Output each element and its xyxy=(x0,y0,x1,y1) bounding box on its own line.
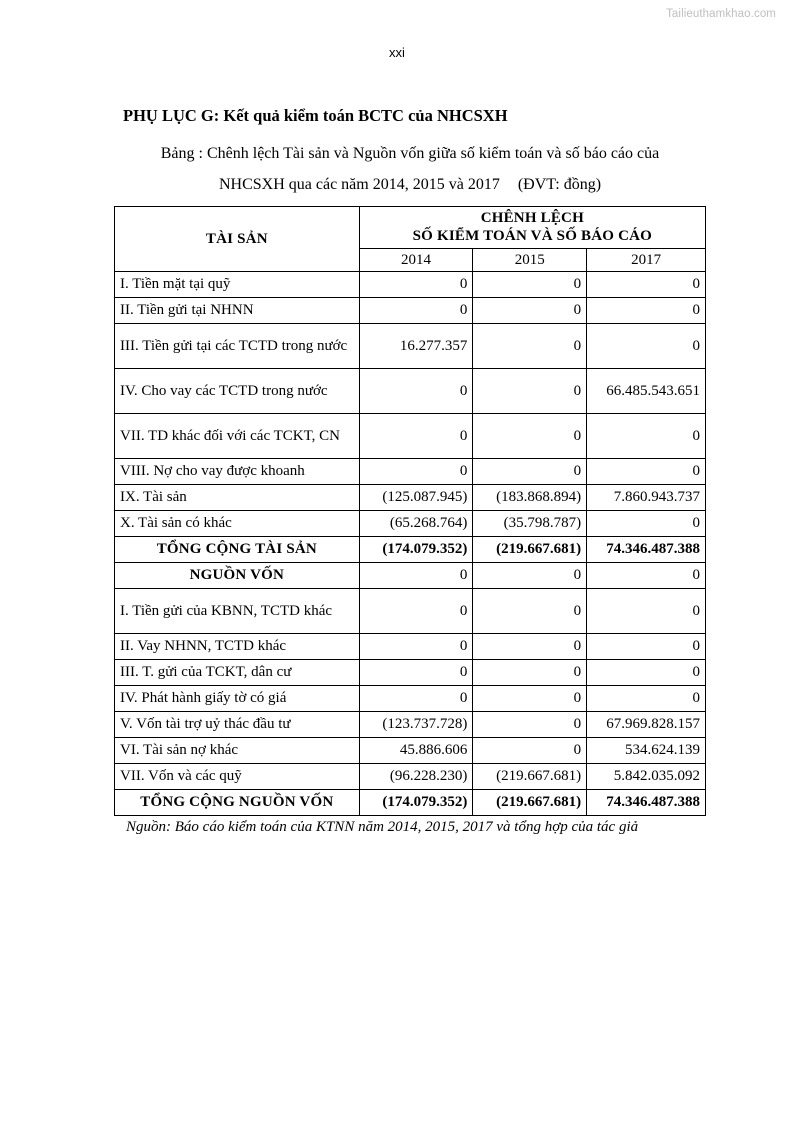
row-value-2017: 67.969.828.157 xyxy=(587,711,706,737)
caption-line-2 xyxy=(114,170,706,200)
row-value-2017: 7.860.943.737 xyxy=(587,484,706,510)
row-value-2017: 0 xyxy=(587,323,706,368)
table-row xyxy=(115,297,706,323)
group-header-line-1: CHÊNH LỆCH xyxy=(480,210,584,227)
row-value-2015: 0 xyxy=(473,685,587,711)
row-value-2015: 0 xyxy=(473,633,587,659)
table-row xyxy=(115,368,706,413)
row-value-2014: (174.079.352) xyxy=(359,789,473,815)
row-value-2017: 0 xyxy=(587,297,706,323)
table-row xyxy=(115,562,706,588)
site-watermark: Tailieuthamkhao.com xyxy=(666,8,776,20)
row-value-2015: 0 xyxy=(473,737,587,763)
table-row xyxy=(115,484,706,510)
row-label: IV. Cho vay các TCTD trong nước xyxy=(115,368,360,413)
row-value-2015: (219.667.681) xyxy=(473,763,587,789)
row-value-2015: (219.667.681) xyxy=(473,536,587,562)
row-label: VI. Tài sản nợ khác xyxy=(115,737,360,763)
table-header-row-main xyxy=(115,207,706,249)
row-label: I. Tiền gửi của KBNN, TCTD khác xyxy=(115,588,360,633)
table-row xyxy=(115,413,706,458)
row-label: IV. Phát hành giấy tờ có giá xyxy=(115,685,360,711)
row-value-2015: 0 xyxy=(473,588,587,633)
row-value-2017: 5.842.035.092 xyxy=(587,763,706,789)
column-header-year-2017: 2017 xyxy=(587,248,706,271)
page-number: xxi xyxy=(389,45,405,60)
page-title: PHỤ LỤC G: Kết quả kiểm toán BCTC của NHCSXH xyxy=(123,106,508,125)
table-row xyxy=(115,763,706,789)
row-value-2014: (174.079.352) xyxy=(359,536,473,562)
row-value-2014: (65.268.764) xyxy=(359,510,473,536)
column-header-asset: TÀI SẢN xyxy=(115,207,360,272)
row-value-2017: 0 xyxy=(587,588,706,633)
audit-difference-table xyxy=(114,206,706,816)
table-row xyxy=(115,685,706,711)
table-row xyxy=(115,711,706,737)
row-value-2014: 0 xyxy=(359,633,473,659)
table-row xyxy=(115,659,706,685)
column-header-year-2014: 2014 xyxy=(359,248,473,271)
row-label: II. Vay NHNN, TCTD khác xyxy=(115,633,360,659)
row-value-2014: (96.228.230) xyxy=(359,763,473,789)
row-value-2017: 0 xyxy=(587,458,706,484)
table-row xyxy=(115,737,706,763)
caption-line-2-text: NHCSXH qua các năm 2014, 2015 và 2017 xyxy=(218,175,500,193)
row-value-2017: 0 xyxy=(587,271,706,297)
table-row xyxy=(115,536,706,562)
row-value-2015: 0 xyxy=(473,368,587,413)
row-label: V. Vốn tài trợ uỷ thác đầu tư xyxy=(115,711,360,737)
row-label: II. Tiền gửi tại NHNN xyxy=(115,297,360,323)
row-label: III. T. gửi của TCKT, dân cư xyxy=(115,659,360,685)
row-value-2014: (125.087.945) xyxy=(359,484,473,510)
row-value-2017: 0 xyxy=(587,413,706,458)
row-value-2017: 0 xyxy=(587,510,706,536)
row-value-2015: (183.868.894) xyxy=(473,484,587,510)
document-body xyxy=(114,105,706,836)
table-head xyxy=(115,207,706,272)
row-value-2015: 0 xyxy=(473,323,587,368)
row-value-2017: 0 xyxy=(587,659,706,685)
row-label: VIII. Nợ cho vay được khoanh xyxy=(115,458,360,484)
row-value-2015: (35.798.787) xyxy=(473,510,587,536)
row-value-2014: 16.277.357 xyxy=(359,323,473,368)
row-value-2017: 0 xyxy=(587,562,706,588)
row-label: X. Tài sản có khác xyxy=(115,510,360,536)
row-label: I. Tiền mặt tại quỹ xyxy=(115,271,360,297)
row-value-2015: 0 xyxy=(473,297,587,323)
row-label: VII. Vốn và các quỹ xyxy=(115,763,360,789)
row-value-2014: (123.737.728) xyxy=(359,711,473,737)
row-value-2015: 0 xyxy=(473,413,587,458)
table-row xyxy=(115,510,706,536)
row-value-2017: 74.346.487.388 xyxy=(587,536,706,562)
row-label: TỔNG CỘNG NGUỒN VỐN xyxy=(115,789,360,815)
row-value-2017: 66.485.543.651 xyxy=(587,368,706,413)
row-value-2014: 0 xyxy=(359,458,473,484)
row-value-2015: 0 xyxy=(473,458,587,484)
row-label: III. Tiền gửi tại các TCTD trong nước xyxy=(115,323,360,368)
table-row xyxy=(115,458,706,484)
row-value-2014: 0 xyxy=(359,368,473,413)
row-value-2014: 0 xyxy=(359,588,473,633)
row-label: NGUỒN VỐN xyxy=(115,562,360,588)
table-row xyxy=(115,789,706,815)
table-caption xyxy=(114,139,706,200)
row-label: VII. TD khác đối với các TCKT, CN xyxy=(115,413,360,458)
column-header-difference-group xyxy=(359,207,705,249)
group-header-line-2: SỐ KIỂM TOÁN VÀ SỐ BÁO CÁO xyxy=(412,228,653,245)
table-row xyxy=(115,323,706,368)
table-row xyxy=(115,588,706,633)
row-value-2017: 74.346.487.388 xyxy=(587,789,706,815)
row-value-2015: 0 xyxy=(473,562,587,588)
row-value-2015: 0 xyxy=(473,711,587,737)
source-note: Nguồn: Báo cáo kiểm toán của KTNN năm 2014, 2015, 2017 và tổng hợp của tác giả xyxy=(126,818,639,835)
row-value-2014: 0 xyxy=(359,659,473,685)
table-row xyxy=(115,633,706,659)
row-value-2015: 0 xyxy=(473,271,587,297)
row-value-2017: 0 xyxy=(587,685,706,711)
caption-line-1: Bảng : Chênh lệch Tài sản và Nguồn vốn giữa số kiểm toán và số báo cáo của xyxy=(160,145,660,163)
row-value-2014: 45.886.606 xyxy=(359,737,473,763)
row-value-2015: (219.667.681) xyxy=(473,789,587,815)
caption-unit: (ĐVT: đồng) xyxy=(517,175,602,193)
table-row xyxy=(115,271,706,297)
row-value-2017: 534.624.139 xyxy=(587,737,706,763)
row-value-2014: 0 xyxy=(359,685,473,711)
row-label: IX. Tài sản xyxy=(115,484,360,510)
row-value-2015: 0 xyxy=(473,659,587,685)
row-value-2014: 0 xyxy=(359,562,473,588)
table-body xyxy=(115,271,706,815)
row-value-2014: 0 xyxy=(359,271,473,297)
row-value-2017: 0 xyxy=(587,633,706,659)
row-value-2014: 0 xyxy=(359,297,473,323)
row-value-2014: 0 xyxy=(359,413,473,458)
row-label: TỔNG CỘNG TÀI SẢN xyxy=(115,536,360,562)
column-header-year-2015: 2015 xyxy=(473,248,587,271)
